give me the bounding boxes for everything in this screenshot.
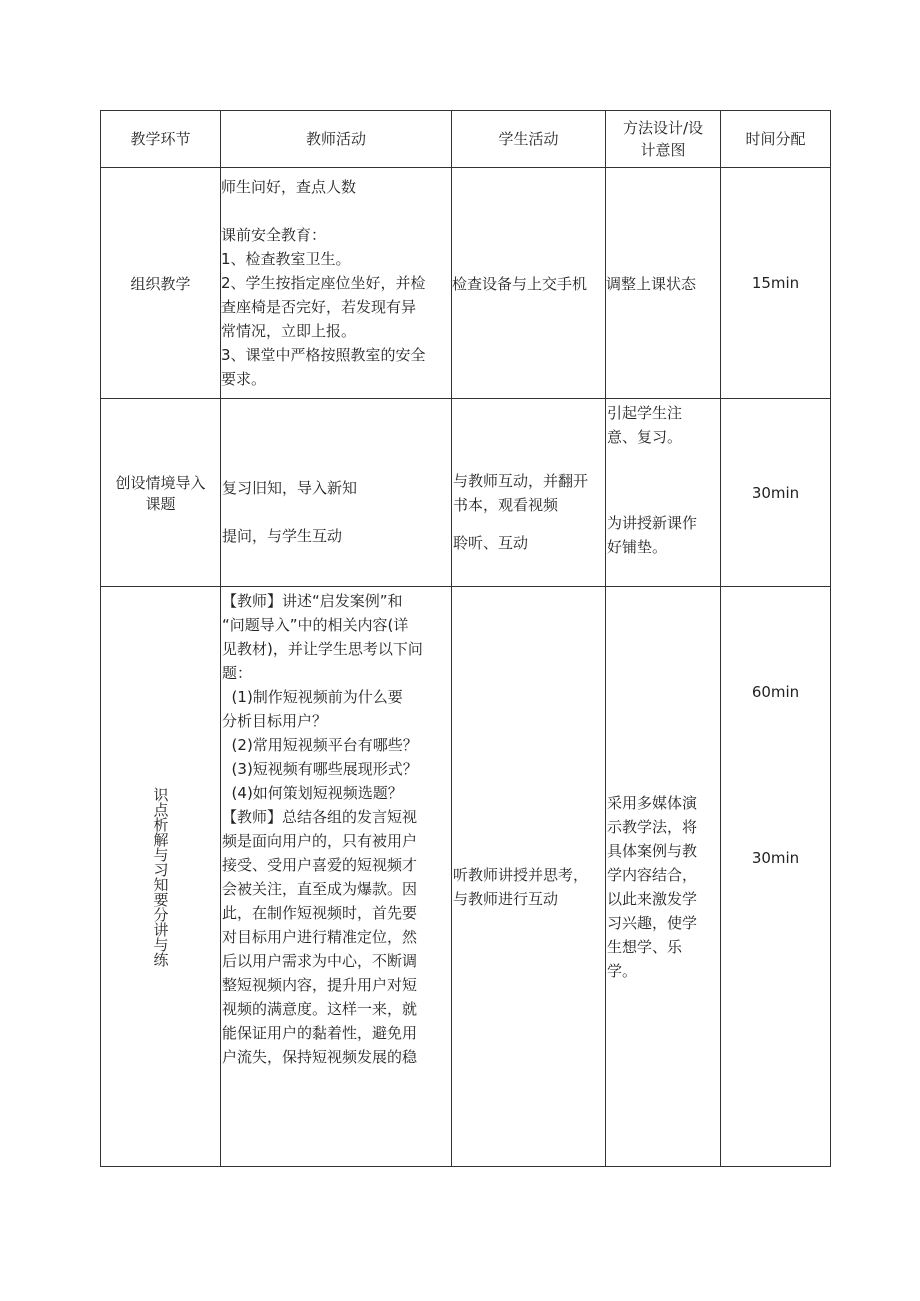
teacher-line: 频是面向用户的，只有被用户	[222, 832, 418, 850]
teacher-line: 题：	[222, 664, 253, 682]
time-cell: 30min	[721, 399, 831, 587]
teacher-line: 1、检查教室卫生。	[221, 250, 351, 268]
time-cell	[721, 587, 831, 1167]
time-b: 30min	[751, 849, 800, 867]
student-activity-cell	[452, 399, 606, 587]
method-line: 示教学法，将	[607, 817, 698, 836]
student-line: 书本，观看视频	[453, 495, 559, 514]
method-line: 为讲授新课作	[607, 514, 698, 532]
lesson-plan-table	[100, 110, 831, 1167]
stage-cell	[101, 587, 221, 1167]
student-activity-cell: 检查设备与上交手机	[452, 168, 606, 399]
method-line: 学。	[607, 961, 638, 980]
student-line: 听教师讲授并思考，	[453, 865, 589, 884]
teacher-line: 查座椅是否完好，若发现有异	[221, 298, 417, 316]
teacher-line: 提问，与学生互动	[222, 526, 343, 545]
teacher-line: 2、学生按指定座位坐好，并检	[221, 274, 426, 292]
teacher-line: 分析目标用户？	[222, 712, 328, 730]
method-line: 具体案例与教	[607, 841, 698, 860]
stage-line: 课题	[145, 494, 176, 513]
teacher-activity-cell	[221, 168, 452, 399]
teacher-line: 会被关注，直至成为爆款。因	[222, 880, 418, 898]
teacher-line: 常情况，立即上报。	[221, 322, 357, 340]
header-teacher-activity: 教师活动	[221, 111, 452, 168]
method-cell	[606, 399, 721, 587]
table-row	[101, 399, 831, 587]
teacher-line: 课前安全教育：	[221, 226, 327, 244]
method-line: 意、复习。	[607, 428, 683, 446]
teacher-line: 户流失，保持短视频发展的稳	[222, 1048, 418, 1066]
teacher-line: 接受、受用户喜爱的短视频才	[222, 856, 418, 874]
header-method-line-2: 计意图	[640, 141, 686, 159]
teacher-line: (2)常用短视频平台有哪些？	[222, 736, 418, 754]
header-time: 时间分配	[721, 111, 831, 168]
teacher-line: (3)短视频有哪些展现形式？	[222, 760, 418, 778]
method-cell: 调整上课状态	[606, 168, 721, 399]
header-method-design	[606, 111, 721, 168]
teacher-line: 复习旧知，导入新知	[222, 478, 358, 497]
student-activity-cell	[452, 587, 606, 1167]
teacher-line: (1)制作短视频前为什么要	[222, 688, 403, 706]
teacher-line: 见教材)，并让学生思考以下问	[222, 640, 423, 658]
table-row	[101, 168, 831, 399]
table-row	[101, 587, 831, 1167]
teacher-line: 能保证用户的黏着性，避免用	[222, 1024, 418, 1042]
teacher-line: 此，在制作短视频时，首先要	[222, 904, 418, 922]
teacher-line: 整短视频内容，提升用户对短	[222, 976, 418, 994]
teacher-line: 对目标用户进行精准定位，然	[222, 928, 418, 946]
student-line: 与教师进行互动	[453, 889, 559, 908]
teacher-line: (4)如何策划短视频选题？	[222, 784, 403, 802]
header-student-activity: 学生活动	[452, 111, 606, 168]
time-a: 60min	[751, 683, 800, 701]
stage-vertical-text: 识点析解与习知要分讲与练	[151, 786, 170, 967]
teacher-line: 【教师】总结各组的发言短视	[222, 808, 418, 826]
teacher-line: 3、课堂中严格按照教室的安全	[221, 346, 426, 364]
stage-cell: 组织教学	[101, 168, 221, 399]
teacher-line: 师生问好，查点人数	[221, 178, 357, 196]
method-line: 采用多媒体演	[607, 793, 698, 812]
teacher-line: 视频的满意度。这样一来，就	[222, 1000, 418, 1018]
student-line: 聆听、互动	[453, 533, 529, 552]
teacher-line: 要求。	[221, 370, 267, 388]
method-line: 以此来激发学	[607, 889, 698, 908]
teacher-activity-cell	[221, 587, 452, 1167]
header-method-line-1: 方法设计/设	[622, 119, 704, 137]
teacher-activity-cell	[221, 399, 452, 587]
header-row	[101, 111, 831, 168]
stage-cell	[101, 399, 221, 587]
method-line: 习兴趣，使学	[607, 913, 698, 932]
method-line: 引起学生注	[607, 404, 683, 422]
method-line: 学内容结合，	[607, 865, 698, 884]
teacher-line: 【教师】讲述“启发案例”和	[222, 592, 403, 610]
header-stage: 教学环节	[101, 111, 221, 168]
method-line: 好铺垫。	[607, 538, 668, 556]
teacher-line: “问题导入”中的相关内容(详	[222, 616, 409, 634]
method-cell	[606, 587, 721, 1167]
teacher-line: 后以用户需求为中心，不断调	[222, 952, 418, 970]
stage-line: 创设情境导入	[115, 473, 206, 492]
method-line: 生想学、乐	[607, 937, 683, 956]
time-cell: 15min	[721, 168, 831, 399]
student-line: 与教师互动，并翻开	[453, 471, 589, 490]
